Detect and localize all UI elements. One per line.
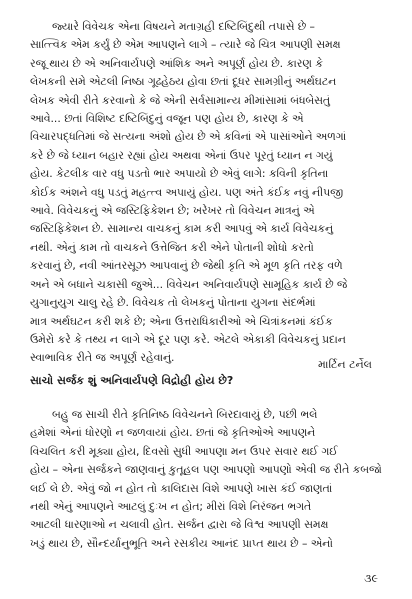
text-line: લઈ લે છે. એવું જો ન હોત તો કાલિદાસ વિશે આપણે ખાસ કંઈ જાણતાં <box>30 481 333 495</box>
text-line: આટલી ધારણાઓ ન ચલાવી હોત. સર્જન દ્વારા જે વિશ્વ આપણી સમક્ષ <box>30 518 329 532</box>
text-line: વિચારપદ્ધતિમાં જે સત્યના અંશો હોય છે એ કવિનાં એ પાસાંઓને અળગાં <box>30 130 347 144</box>
text-line: આવે. વિવેચકનું એ જસ્ટિફિકેશન છે; ખરેખર તો વિવેચન માત્રનું એ <box>30 204 315 218</box>
text-line: નથી. એનું કામ તો વાચકને ઉત્તેજિત કરી એને પોતાની શોધો કરતો <box>30 240 314 254</box>
section-heading: સાચો સર્જક શું અનિવાર્યપણે વિદ્રોહી હોય છે? <box>30 374 234 387</box>
text-line: લેખક એવી રીતે કરવાનો કે જે એની સર્વસામાન્ય મીમાંસામાં બંધબેસતું <box>30 93 330 107</box>
text-line: રજૂ થાય છે એ અનિવાર્યપણે આંશિક અને અપૂર્ણ હોય છે. કારણ કે <box>30 56 323 70</box>
author-attribution: માર્ટિન ટર્નેલ <box>318 358 372 371</box>
page-number: ૩૯ <box>364 572 378 585</box>
text-line: ઉમેરો કરે કે તથ્ય ન લાગે એ દૂર પણ કરે. એટલે એકાકી વિવેચકનું પ્રદાન <box>30 332 346 346</box>
text-line: ખડું થાય છે, સૌન્દર્યાનુભૂતિ અને રસકીય આનંદ પ્રાપ્ત થાય છે – એનો <box>30 536 333 550</box>
text-line: કરે છે જે ધ્યાન બહાર રહ્યાં હોય અથવા એનાં ઉપર પૂરતું ધ્યાન ન ગયું <box>30 148 333 162</box>
text-line: કરવાનું છે, નવી આંતરસૂઝ આપવાનું છે જેથી કૃતિ એ મૂળ કૃતિ તરફ વળે <box>30 259 343 273</box>
text-line: અને એ બધાને ચકાસી જુએ... વિવેચન અનિવાર્યપણે સામૂહિક કાર્ય છે જે <box>30 277 348 291</box>
text-line: જસ્ટિફિકેશન છે. સામાન્ય વાચકનું કામ કરી આપવું એ કાર્ય વિવેચકનું <box>30 222 334 236</box>
text-line: જ્યારે વિવેચક એના વિષયને મતાગ્રહી દષ્ટિબિંદુથી તપાસે છે – <box>52 20 315 33</box>
text-line: આવે... છતાં વિશિષ્ટ દષ્ટિબિંદુનું વજૂન પણ હોય છે, કારણ કે એ <box>30 112 304 126</box>
text-line: હમેશાં એનાં ધોરણો ન જળવાયાં હોય. છતાં જે કૃતિઓએ આપણને <box>30 426 316 440</box>
paragraph-critic-quote <box>30 18 388 368</box>
text-line: માત્ર અર્થઘટન કરી શકે છે; એના ઉત્તરાધિકારીઓ એ ચિત્રાંકનમાં કંઈક <box>30 314 333 328</box>
text-line: કોઈક અંશને વધુ પડતું મહત્ત્વ અપાયું હોય. પણ અંતે કંઈક નવું નીપજી <box>30 185 343 199</box>
text-line: હોય – એના સર્જકને જાણવાનું કુતૂહલ પણ આપણો આપણો એવી જ રીતે કબજો <box>30 463 382 477</box>
text-line: હોય. કેટલીક વાર વધુ પડતો ભાર અપાયો છે એવું લાગે: કવિની કૃતિના <box>30 167 329 181</box>
text-line: લેખકની સમે એટલી નિષ્ઠા ગૂઢહેઠય હોવા છતાં દૂધર સામગ્રીનું અર્થઘટન <box>30 75 337 89</box>
text-line: વિચલિત કરી મૂક્યા હોય, દિવસો સુધી આપણા મન ઉપર સવાર થઈ ગઈ <box>30 444 338 458</box>
text-line: યુગાનુયુગ ચાલુ રહે છે. વિવેચક તો લેખકનું પોતાના યુગના સંદર્ભમાં <box>30 296 316 310</box>
text-line: સ્વાભાવિક રીતે જ અપૂર્ણ રહેવાનું. <box>30 351 175 365</box>
text-line: સાત્ત્વિક એમ કર્યું છે એમ આપણને લાગે – ત્યારે જે ચિત્ર આપણી સમક્ષ <box>30 38 341 52</box>
text-line: બહુ જ સાચી રીતે કૃતિનિષ્ઠ વિવેચનને બિરદાવાયું છે, પછી ભલે <box>52 408 318 421</box>
paragraph-creator-essay <box>30 406 388 553</box>
text-line: નથી એનું આપણને આટલું દુઃખ ન હોત; મીરાં વિશે નિરંજન ભગતે <box>30 500 312 514</box>
